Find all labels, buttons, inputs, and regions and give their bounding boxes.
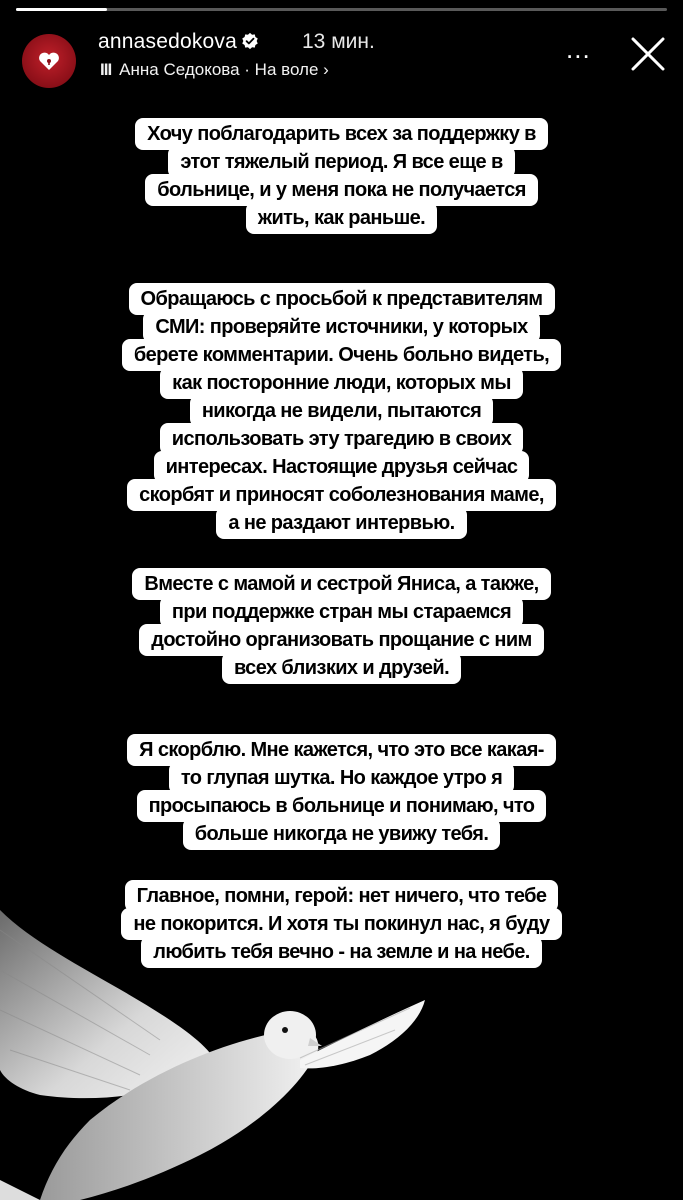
username[interactable] bbox=[98, 30, 259, 54]
post-time: 13 мин. bbox=[302, 30, 375, 53]
heart-lock-icon bbox=[38, 51, 60, 71]
story-text-line: достойно организовать прощание с ним bbox=[139, 624, 543, 656]
verified-badge-icon bbox=[241, 32, 259, 50]
story-text-line: просыпаюсь в больнице и понимаю, что bbox=[137, 790, 547, 822]
story-header bbox=[0, 24, 683, 88]
story-text-line: берете комментарии. Очень больно видеть, bbox=[122, 339, 561, 371]
story-text-line: Обращаюсь с просьбой к представителям bbox=[129, 283, 555, 315]
story-text-line: Вместе с мамой и сестрой Яниса, а также, bbox=[132, 568, 550, 600]
text-block-1 bbox=[0, 120, 683, 232]
story-text-line: не покорится. И хотя ты покинул нас, я буду bbox=[121, 908, 561, 940]
story-text-line: жить, как раньше. bbox=[246, 202, 437, 234]
story-text-line: любить тебя вечно - на земле и на небе. bbox=[141, 936, 542, 968]
text-block-4 bbox=[0, 736, 683, 848]
story-progress-bar bbox=[16, 8, 667, 11]
story-progress-fill bbox=[16, 8, 107, 11]
story-text-line: больнице, и у меня пока не получается bbox=[145, 174, 538, 206]
story-text-line: как посторонние люди, которых мы bbox=[160, 367, 523, 399]
story-text-line: скорбят и приносят соболезнования маме, bbox=[127, 479, 556, 511]
story-text-line: использовать эту трагедию в своих bbox=[160, 423, 524, 455]
more-options-button[interactable]: ... bbox=[566, 34, 591, 64]
dove-image bbox=[0, 890, 683, 1200]
username-text[interactable]: annasedokova bbox=[98, 30, 238, 53]
story-text-line: Хочу поблагодарить всех за поддержку в bbox=[135, 118, 548, 150]
text-block-2 bbox=[0, 285, 683, 537]
music-attribution[interactable] bbox=[100, 60, 329, 80]
story-text-line: интересах. Настоящие друзья сейчас bbox=[154, 451, 530, 483]
music-bars-icon: III bbox=[100, 60, 112, 79]
close-icon[interactable] bbox=[630, 36, 666, 72]
story-text-line: больше никогда не увижу тебя. bbox=[183, 818, 501, 850]
story-text-line: этот тяжелый период. Я все еще в bbox=[168, 146, 514, 178]
story-text-line: Главное, помни, герой: нет ничего, что тебе bbox=[125, 880, 559, 912]
avatar[interactable] bbox=[22, 34, 76, 88]
story-text-line: при поддержке стран мы стараемся bbox=[160, 596, 523, 628]
text-block-3 bbox=[0, 570, 683, 682]
music-text[interactable]: Анна Седокова · На воле › bbox=[119, 60, 329, 79]
story-text-line: то глупая шутка. Но каждое утро я bbox=[169, 762, 514, 794]
story-text-line: никогда не видели, пытаются bbox=[190, 395, 493, 427]
story-text-line: СМИ: проверяйте источники, у которых bbox=[143, 311, 539, 343]
story-text-line: Я скорблю. Мне кажется, что это все какая- bbox=[127, 734, 556, 766]
story-text-line: всех близких и друзей. bbox=[222, 652, 461, 684]
story-text-line: а не раздают интервью. bbox=[216, 507, 466, 539]
